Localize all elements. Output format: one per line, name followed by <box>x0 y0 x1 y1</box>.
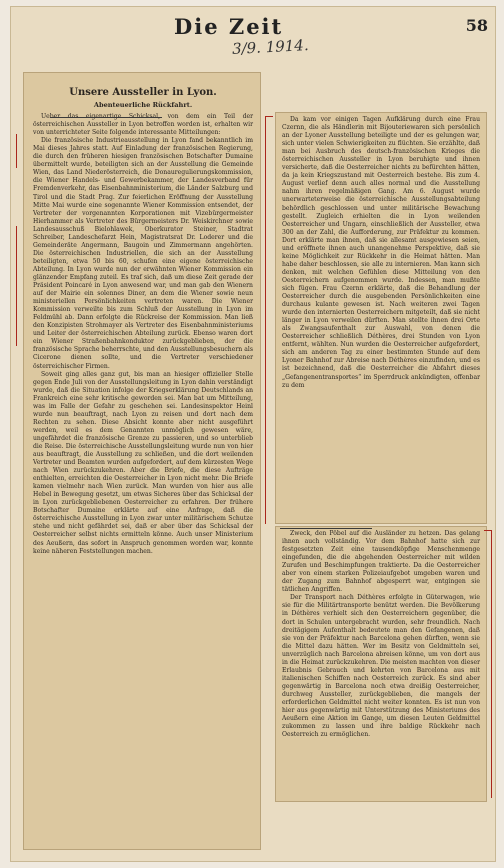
page-number: 58 <box>465 16 488 35</box>
sheet-header <box>10 14 496 58</box>
article-paragraph: Soweit ging alles ganz gut, bis man an hiesiger offizieller Stelle gegen Ende Juli von der Ausstellungsleitung in Lyon dahin verständigt wurde, daß die Situation infolge der Kriegserklärung Deutschlands an Frankreich eine sehr kritische geworden sei. Man bat um Mitteilung, was im Falle der Gefahr zu geschehen sei. Landesinspektor Heinl wurde nun beauftragt, nach Lyon zu reisen und dort nach dem Rechten zu sehen. Diese Absicht konnte aber nicht ausgeführt werden, weil es dem Genannten unmöglich gewesen wäre, ungefährdet die französische Grenze zu passieren, und so unterblieb die Reise. Die österreichische Ausstellungsleitung wurde nun von hier aus beauftragt, die Ausstellung zu schließen, und die dort weilenden Vertreter und Beamten wurden aufgefordert, auf dem kürzesten Wege nach Wien zurückzukehren. Aber die Briefe, die diese Aufträge enthielten, erreichten die Oesterreicher in Lyon nicht mehr. Die Briefe kamen vielmehr nach Wien zurück. Man wurden von hier aus alle Hebel in Bewegung gesetzt, um etwas Sicheres über das Schicksal der in Lyon zurückgebliebenen Oesterreicher zu erfahren. Der frühere Botschafter Dumaine erklärte auf eine Anfrage, daß die österreichische Ausstellung in Lyon zwar unter militärischem Schutze stehe und nicht gefährdet sei, daß er aber über das Schicksal der Oesterreicher selbst nichts ermitteln könne. Auch unser Ministerium des Aeußern, das sofort in Anspruch genommen worden war, konnte keine näheren Feststellungen machen. <box>33 370 253 555</box>
red-pencil-margin-mark <box>265 116 266 524</box>
clipping-right-top <box>275 112 487 524</box>
article-paragraph: Der Transport nach Déthères erfolgte in Güterwagen, wie sie für die Militärtransporte benützt werden. Die Bevölkerung in Déthères verhielt sich den Oesterreichern gegenüber, die dort in Schulen untergebracht wurden, sehr freundlich. Nach dreitägigem Aufenthalt bedeutete man den Gefangenen, daß sie von der Präfektur nach Barcelona gehen dürften, wenn sie die Mittel dazu hätten. Wer im Besitz von Geldmitteln sei, unverzüglich nach Barcelona abreisen könne, um von dort aus in die Heimat zurückzukehren. Die meisten machten von dieser Erlaubnis Gebrauch und kehrten von Barcelona aus mit italienischen Schiffen nach Oesterreich zurück. Es sind aber gegenwärtig in Barcelona noch etwa dreißig Oesterreicher, durchweg Aussteller, zurückgeblieben, die mangels der erforderlichen Geldmittel nicht weiter konnten. Es ist nun von hier aus gegenwärtig mit Unterstützung des Ministeriums des Aeußern eine Aktion im Gange, um diesen Leuten Geldmittel zukommen zu lassen und ihre baldige Rückkehr nach Oesterreich zu ermöglichen. <box>282 594 480 739</box>
article-paragraph: Die französische Industrieausstellung in Lyon fand bekanntlich im Mai dieses Jahres statt. Auf Einladung der französischen Regierung, die durch den früheren hiesigen französischen Botschafter Dumaine übermittelt wurde, beteiligten sich an der Ausstellung die Gemeinde Wien, das Land Niederösterreich, die Donauregulierungskommission, die Wiener Handels- und Gewerbekammer, der Landesverband für Fremdenverkehr, das Eisenbahnministerium, die Länder Salzburg und Tirol und die Stadt Prag. Zur feierlichen Eröffnung der Ausstellung Mitte Mai wurde eine sogenannte Wiener Kommission entsendet, der Vertreter der vorgenannten Korporationen mit Vizebürgermeister Hierhammer als Vertreter des Bürgermeisters Dr. Weiskirchner sowie Landesausschuß Bielohlawek, Oberkurator Steiner, Stadtrat Schreiber, Landeschefarzt Hein, Magistratsrat Dr. Loderer und die Gemeinderäte Angermann, Baugoin und Zimmermann angehörten. Die österreichischen Industriellen, die sich an der Ausstellung beteiligten, etwa 50 bis 60, schufen eine eigene österreichische Abteilung. In Lyon wurde nun der erwähnten Wiener Kommission ein glänzender Empfang zuteil. Es traf sich, daß um diese Zeit gerade der Präsident Poincaré in Lyon anwesend war, und man gab den Wienern auf der Mairie ein solennes Diner, an dem die Wiener sowie neun ministeriellen Persönlichkeiten vertreten waren. Die Wiener Kommission verweilte bis zum Schluß der Ausstellung in Lyon im Feldmühl ab. Dann erfolgte die Rückreise der Kommission. Man ließ den Konzipisten Strohmayer als Vertreter des Eisenbahnministeriums und Leiter der österreichischen Abteilung zurück. Ebenso waren dort ein Wiener Straßenbahnkonduktor zurückgeblieben, der die französische Sprache beherrschte, und den Ausstellungsbesuchern als Cicerone dienen sollte, und die Vertreter verschiedener österreichischer Firmen. <box>33 137 253 370</box>
archive-sheet <box>10 6 496 862</box>
article-headline: Unsere Aussteller in Lyon. <box>69 87 217 98</box>
article-subhead: Abenteuerliche Rückfahrt. <box>93 101 193 109</box>
red-pencil-margin-mark <box>16 226 17 346</box>
red-pencil-margin-mark <box>491 530 492 798</box>
red-pencil-margin-mark <box>16 134 17 168</box>
red-pencil-bracket <box>484 530 492 531</box>
clipping-left-column <box>23 72 261 850</box>
article-paragraph: Ueber das eigenartige Schicksal, von dem ein Teil der österreichischen Aussteller in Lyon betroffen worden ist, erhalten wir von unterrichteter Seite folgende interessante Mitteilungen: <box>33 113 253 137</box>
pen-underline <box>280 528 372 529</box>
article-paragraph: Da kam vor einigen Tagen Aufklärung durch eine Frau Czernn, die als Händlerin mit Bijouteriewaren sich persönlich an der Lyoner Ausstellung beteiligte und der es gelungen war, sich unter vielen Schwierigkeiten zu flüchten. Sie erzählte, daß man bei Ausbruch des deutsch-französischen Krieges die österreichischen Aussteller in Lyon beruhigte und ihnen versicherte, daß die Oesterreicher nichts zu befürchten hätten, da ja kein Kriegszustand mit Oesterreich bestehe. Bis zum 4. August verlief denn auch alles normal und die Ausstellung nahm ihren regelmäßigen Gang. Am 6. August wurde unerwarteterweise die österreichische Ausstellungsabteilung behördlich geschlossen und unter militärische Bewachung gestellt. Zugleich erhielten die in Lyon weilenden Oesterreicher und Ungarn, einschließlich der Aussteller, etwa 300 an der Zahl, die Aufforderung, zur Präfektur zu kommen. Dort erklärte man ihnen, daß sie allesamt ausgewiesen seien, und eröffnete ihnen auch unangenehme Perspektive, daß sie keine Möglichkeit zur Rückkehr in die Heimat hätten. Man habe daher beschlossen, sie alle zu internieren. Man kann sich denken, mit welchen Gefühlen diese Mitteilung von den Oesterreichern aufgenommen wurde. Indessen, man mußte sich fügen. Frau Czernn erklärte, daß die Behandlung der Oesterreicher durch die ausgebenden Persönlichkeiten eine durchaus kulante gewesen ist. Nach weiteren zwei Tagen wurde den internierten Oesterreichern mitgeteilt, daß sie nicht länger in Lyon verweilen dürften. Man stellte ihnen drei Orte als Zwangsaufenthalt zur Auswahl, von denen die Oesterreicher schließlich Déthères, drei Stunden von Lyon entfernt, wählten. Nun wurden die Oesterreicher aufgefordert, sich am anderen Tag zu einer bestimmten Stunde auf dem Lyoner Bahnhof zur Abreise nach Déthères einzufinden, und es ist bezeichnend, daß die Oesterreicher die Abfahrt dieses „Gefangenentransportes“ im Sperrdruck ankündigten, offenbar zu dem <box>282 116 480 389</box>
red-pencil-bracket <box>265 116 273 117</box>
article-paragraph: Zweck, den Pöbel auf die Ausländer zu hetzen. Das gelang ihnen auch vollständig. Vor dem Bahnhof hatte sich zur festgesetzten Zeit eine tausendköpfige Menschenmenge eingefunden, die die abgehenden Oesterreicher mit wilden Zurufen und Beschimpfungen traktierte. Da die Oesterreicher aber von einem starken Polizeiaufgebot umgeben waren und der Zugang zum Bahnhof abgesperrt war, entgingen sie tätlichen Angriffen. <box>282 530 480 594</box>
clipping-right-bottom <box>275 526 487 802</box>
handwritten-date: 3/9. 1914. <box>231 36 310 58</box>
pen-underline <box>50 117 162 118</box>
newspaper-title: Die Zeit <box>174 14 284 39</box>
